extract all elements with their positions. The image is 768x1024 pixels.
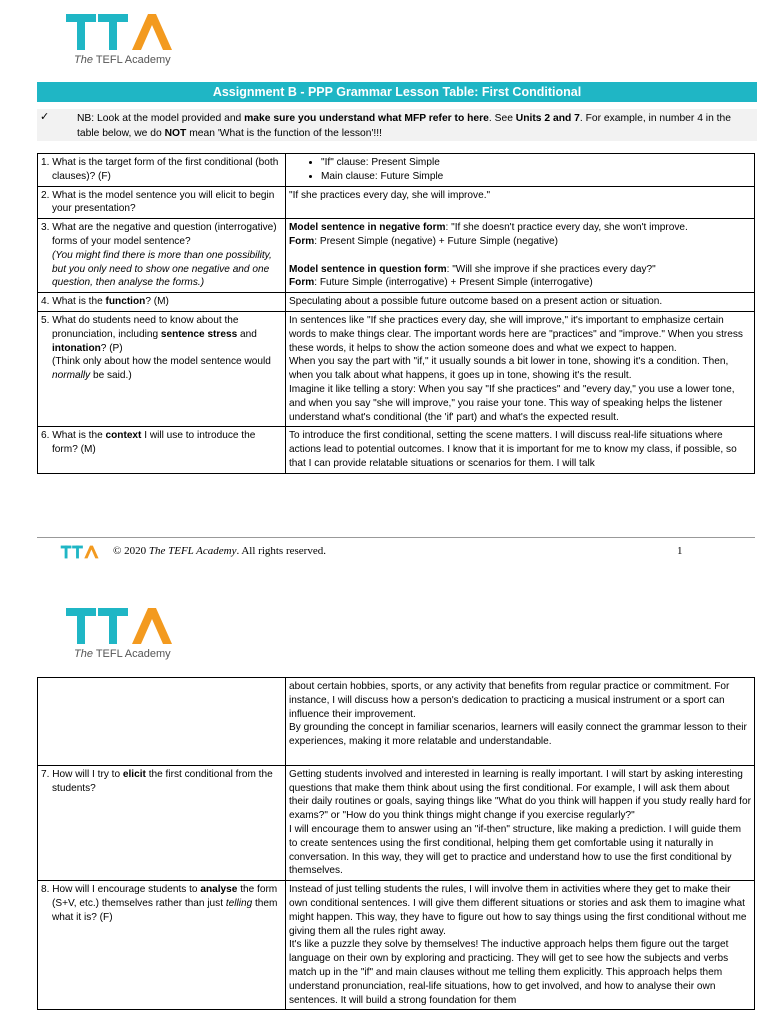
- lesson-table-part-1: [37, 153, 755, 474]
- list-item: • "If" clause: Present Simple: [321, 156, 751, 170]
- logo-tagline: The TEFL Academy: [74, 648, 171, 660]
- question-cell: 8. How will I encourage students to analyse the form (S+V, etc.) themselves rather than just telling them what it is? (F): [38, 881, 286, 1010]
- page-number: 1: [677, 545, 683, 557]
- question-cell: 1. What is the target form of the first conditional (both clauses)? (F): [38, 154, 286, 187]
- table-row: [38, 427, 755, 473]
- checkmark-icon: ✓: [40, 111, 50, 123]
- copyright-notice: © 2020 The TEFL Academy. All rights reserved.: [113, 545, 326, 557]
- nb-note-text: NB: Look at the model provided and make sure you understand what MFP refer to here. See Units 2 and 7. For example, in number 4 in the table below, we do NOT mean 'What is the function of the lesson'!!!: [77, 113, 731, 139]
- logo-tagline: The TEFL Academy: [74, 54, 171, 66]
- table-row: [38, 678, 755, 766]
- answer-cell: about certain hobbies, sports, or any activity that benefits from regular practice or commitment. For instance, I will discuss how a person's dedication to practicing a musical instrument or a sport can influence their improvement. By grounding the concept in familiar scenarios, learners will easily connect the grammar lesson to their experiences, making it more relatable and understandable.: [286, 678, 755, 766]
- table-row: [38, 311, 755, 426]
- question-cell: 6. What is the context I will use to introduce the form? (M): [38, 427, 286, 473]
- assignment-title-banner: Assignment B - PPP Grammar Lesson Table: First Conditional: [37, 82, 757, 102]
- lesson-table-part-2: [37, 677, 755, 1010]
- answer-cell: In sentences like "If she practices every day, she will improve," it's important to emphasize certain words to make things clear. The important words here are "practices" and "improve." When you stress these words, it helps to show the action someone does and what we expect to happen. When you say the part with "if," it usually sounds a bit lower in tone, showing it's a condition. Then, when you talk about what happens, it goes up in tone, showing it's the result. Imagine it like telling a story: When you say "If she practices" and "every day," you use a lower tone, and when you say "she will improve," you raise your tone. This way of speaking helps the listener understand what's conditional (the 'if' part) and what's the expected result.: [286, 311, 755, 426]
- question-cell: 2. What is the model sentence you will elicit to begin your presentation?: [38, 186, 286, 219]
- table-row: [38, 154, 755, 187]
- tta-logo-mark: [64, 10, 176, 54]
- question-cell: 7. How will I try to elicit the first conditional from the students?: [38, 765, 286, 880]
- list-item: • Main clause: Future Simple: [321, 170, 751, 184]
- footer-divider: [37, 537, 755, 538]
- table-row: [38, 219, 755, 293]
- bullet-list: [289, 156, 751, 184]
- table-row: [38, 186, 755, 219]
- answer-cell: Model sentence in negative form: "If she doesn't practice every day, she won't improve. Form: Present Simple (negative) + Future Simple (negative) Model sentence in question form: "Will she improve if she practices every day?" Form: Future Simple (interrogative) + Present Simple (interrogative): [286, 219, 755, 293]
- answer-cell: Speculating about a possible future outcome based on a present action or situation.: [286, 293, 755, 312]
- answer-cell: "If she practices every day, she will improve.": [286, 186, 755, 219]
- tta-logo-mark: [64, 604, 176, 648]
- question-cell: [38, 678, 286, 766]
- tefl-academy-logo: [64, 604, 184, 664]
- question-cell: 3. What are the negative and question (interrogative) forms of your model sentence? (You might find there is more than one possibility, but you only need to show one negative and one question, then analyse the forms.): [38, 219, 286, 293]
- answer-cell: Instead of just telling students the rules, I will involve them in activities where they get to make their own conditional sentences. I will give them different situations or stories and ask them to imagine what might happen. This way, they have to figure out how to say things using the first conditional without me giving them all the rules right away. It's like a puzzle they solve by themselves! The inductive approach helps them figure out the target language on their own by exploring and practicing. They will get to see how the subjects and verbs match up in the "if" and main clauses without me telling them explicitly. This approach helps them understand pronunciation, real-life situations, how to get involved, and how to analyse their own sentences. It will build a strong foundation for them: [286, 881, 755, 1010]
- table-row: [38, 881, 755, 1010]
- answer-cell: [286, 154, 755, 187]
- tefl-academy-logo: [64, 10, 184, 70]
- tta-logo-mark: [60, 542, 100, 562]
- footer-logo: [60, 542, 100, 564]
- question-cell: 4. What is the function? (M): [38, 293, 286, 312]
- table-row: [38, 293, 755, 312]
- answer-cell: Getting students involved and interested in learning is really important. I will start by asking interesting questions that make them think about using the first conditional. For example, I will ask them about their daily routines or goals, saying things like "What do you think will happen if you study really hard for exams?" or "How do you think things might change if you exercise regularly?" I will encourage them to answer using an "if-then" structure, like making a prediction. I will guide them to create sentences using the first conditional, helping them get comfortable using it naturally in conversation. In this way, they will get to practice and understand how to use the first conditional by themselves.: [286, 765, 755, 880]
- table-row: [38, 765, 755, 880]
- question-cell: 5. What do students need to know about the pronunciation, including sentence stress and intonation? (P) (Think only about how the model sentence would normally be said.): [38, 311, 286, 426]
- answer-cell: To introduce the first conditional, setting the scene matters. I will discuss real-life situations where actions lead to potential outcomes. I know that it is important for me to know my class, if possible, so that I can provide relatable situations or scenarios for them. I will talk: [286, 427, 755, 473]
- nb-note: [37, 109, 757, 141]
